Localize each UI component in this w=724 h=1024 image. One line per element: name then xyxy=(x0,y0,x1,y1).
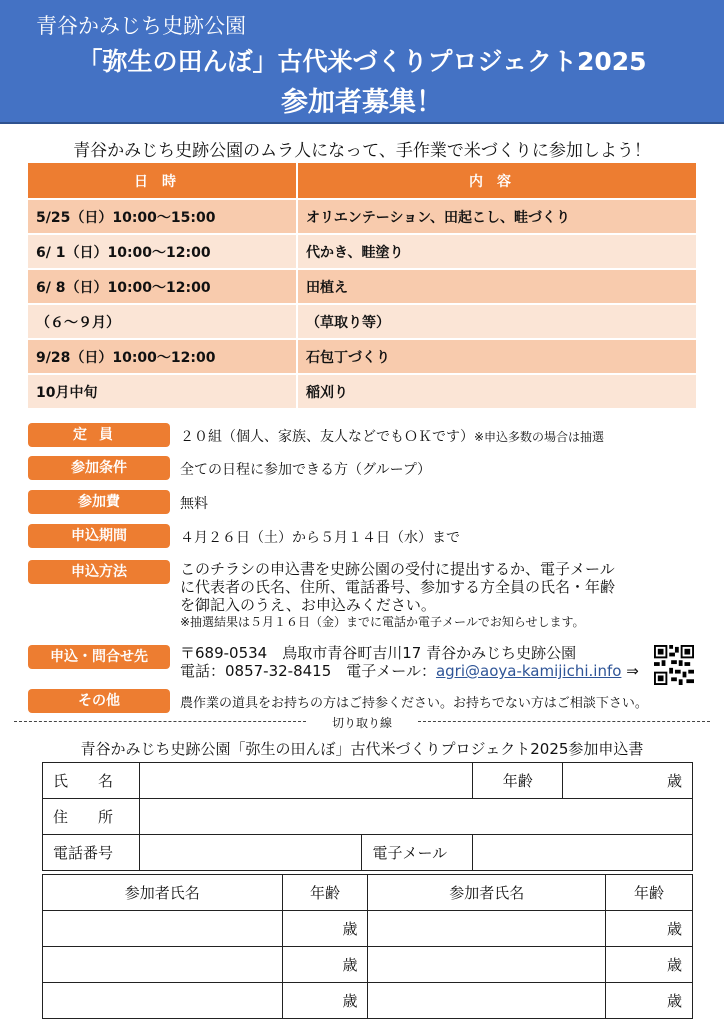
participant-name-field[interactable] xyxy=(43,947,283,983)
qr-code-icon[interactable] xyxy=(654,645,694,685)
participant-name-field[interactable] xyxy=(368,911,606,947)
method-text: このチラシの申込書を史跡公園の受付に提出するか、電子メール に代表者の氏名、住所、電話番号、参加する方全員の氏名・年齢 を御記入のうえ、お申込みください。 ※抽選結果は５月１６日（金）までに電話か電子メールでお知らせします。 xyxy=(180,560,616,629)
participant-age-field[interactable]: 歳 xyxy=(282,983,368,1019)
info-fee xyxy=(28,490,718,516)
schedule-date: （６～９月） xyxy=(28,304,297,339)
schedule-row xyxy=(28,269,696,304)
schedule-content: （草取り等） xyxy=(297,304,696,339)
schedule-content: 石包丁づくり xyxy=(297,339,696,374)
schedule-date: 5/25（日）10:00～15:00 xyxy=(28,199,297,234)
email-label: 電子メール xyxy=(362,835,473,871)
arrow-icon: ⇒ xyxy=(626,662,639,680)
capacity-badge: 定員 xyxy=(28,423,170,447)
intro-text: 青谷かみじち史跡公園のムラ人になって、手作業で米づくりに参加しよう！ xyxy=(73,141,651,161)
participant-name-field[interactable] xyxy=(368,983,606,1019)
method-badge: 申込方法 xyxy=(28,560,170,584)
participant-name-header: 参加者氏名 xyxy=(43,875,283,911)
cut-line xyxy=(14,712,710,728)
period-badge: 申込期間 xyxy=(28,524,170,548)
participant-age-field[interactable]: 歳 xyxy=(282,911,368,947)
participant-row xyxy=(43,983,693,1019)
address-field[interactable] xyxy=(139,799,692,835)
participant-row xyxy=(43,947,693,983)
age-field[interactable] xyxy=(563,763,693,799)
cut-line-label: 切り取り線 xyxy=(331,716,392,730)
period-text: ４月２６日（土）から５月１４日（水）まで xyxy=(180,530,460,546)
participant-age-field[interactable]: 歳 xyxy=(606,911,693,947)
header-subtitle: 青谷かみじち史跡公園 xyxy=(36,14,246,38)
participant-age-field[interactable]: 歳 xyxy=(282,947,368,983)
schedule-content: オリエンテーション、田起こし、畦づくり xyxy=(297,199,696,234)
schedule-row xyxy=(28,374,696,408)
participant-row xyxy=(43,911,693,947)
participant-name-field[interactable] xyxy=(43,983,283,1019)
form-title: 青谷かみじち史跡公園「弥生の田んぼ」古代米づくりプロジェクト2025参加申込書 xyxy=(80,740,644,758)
participant-name-field[interactable] xyxy=(43,911,283,947)
info-capacity xyxy=(28,423,718,449)
contact-badge: 申込・問合せ先 xyxy=(28,645,170,669)
schedule-row xyxy=(28,304,696,339)
contact-text xyxy=(180,644,639,680)
capacity-note: ※申込多数の場合は抽選 xyxy=(474,430,605,444)
condition-text: 全ての日程に参加できる方（グループ） xyxy=(180,462,432,478)
participant-age-header: 年齢 xyxy=(282,875,368,911)
email-field[interactable] xyxy=(473,835,693,871)
applicant-address-row xyxy=(43,799,693,835)
schedule-header-row xyxy=(28,163,696,199)
condition-badge: 参加条件 xyxy=(28,456,170,480)
phone-label: 電話番号 xyxy=(43,835,140,871)
schedule-row xyxy=(28,339,696,374)
schedule-date: 6/ 1（日）10:00～12:00 xyxy=(28,234,297,269)
schedule-header-date: 日時 xyxy=(28,163,297,199)
participants-table xyxy=(42,874,693,1019)
phone-field[interactable] xyxy=(139,835,362,871)
schedule-table xyxy=(28,163,696,408)
participant-age-field[interactable]: 歳 xyxy=(606,983,693,1019)
applicant-contact-row xyxy=(43,835,693,871)
schedule-content: 田植え xyxy=(297,269,696,304)
schedule-content: 稲刈り xyxy=(297,374,696,408)
schedule-date: 9/28（日）10:00～12:00 xyxy=(28,339,297,374)
schedule-row xyxy=(28,199,696,234)
address-label: 住 所 xyxy=(43,799,140,835)
contact-phone-email: 電話：0857-32-8415 電子メール：agri@aoya-kamijichi.info ⇒ xyxy=(180,662,639,680)
email-link[interactable]: agri@aoya-kamijichi.info xyxy=(435,662,622,680)
info-period xyxy=(28,524,718,550)
method-note: ※抽選結果は５月１６日（金）までに電話か電子メールでお知らせします。 xyxy=(180,615,585,629)
schedule-row xyxy=(28,234,696,269)
name-label: 氏 名 xyxy=(43,763,140,799)
other-badge: その他 xyxy=(28,689,170,713)
fee-text: 無料 xyxy=(180,496,208,512)
contact-address: 〒689-0534 鳥取市青谷町吉川17 青谷かみじち史跡公園 xyxy=(180,644,577,662)
header-title-recruitment: 参加者募集！ xyxy=(281,87,443,118)
info-condition xyxy=(28,456,718,482)
name-field[interactable] xyxy=(139,763,472,799)
header-title: 「弥生の田んぼ」古代米づくりプロジェクト2025 xyxy=(77,47,647,76)
capacity-text: ２０組（個人、家族、友人などでもＯＫです）※申込多数の場合は抽選 xyxy=(180,429,605,445)
age-unit: 歳 xyxy=(666,772,682,790)
participant-age-header: 年齢 xyxy=(606,875,693,911)
info-contact xyxy=(28,645,718,685)
schedule-header-content: 内容 xyxy=(297,163,696,199)
participant-age-field[interactable]: 歳 xyxy=(606,947,693,983)
cut-line-dash-right xyxy=(418,721,710,722)
participant-name-header: 参加者氏名 xyxy=(368,875,606,911)
applicant-name-row xyxy=(43,763,693,799)
participant-name-field[interactable] xyxy=(368,947,606,983)
applicant-table xyxy=(42,762,693,871)
info-method xyxy=(28,560,718,638)
fee-badge: 参加費 xyxy=(28,490,170,514)
participants-header-row xyxy=(43,875,693,911)
schedule-date: 10月中旬 xyxy=(28,374,297,408)
schedule-content: 代かき、畦塗り xyxy=(297,234,696,269)
header-banner xyxy=(0,0,724,124)
other-text: 農作業の道具をお持ちの方はご持参ください。お持ちでない方はご相談下さい。 xyxy=(180,696,648,711)
age-label: 年齢 xyxy=(473,763,563,799)
schedule-date: 6/ 8（日）10:00～12:00 xyxy=(28,269,297,304)
